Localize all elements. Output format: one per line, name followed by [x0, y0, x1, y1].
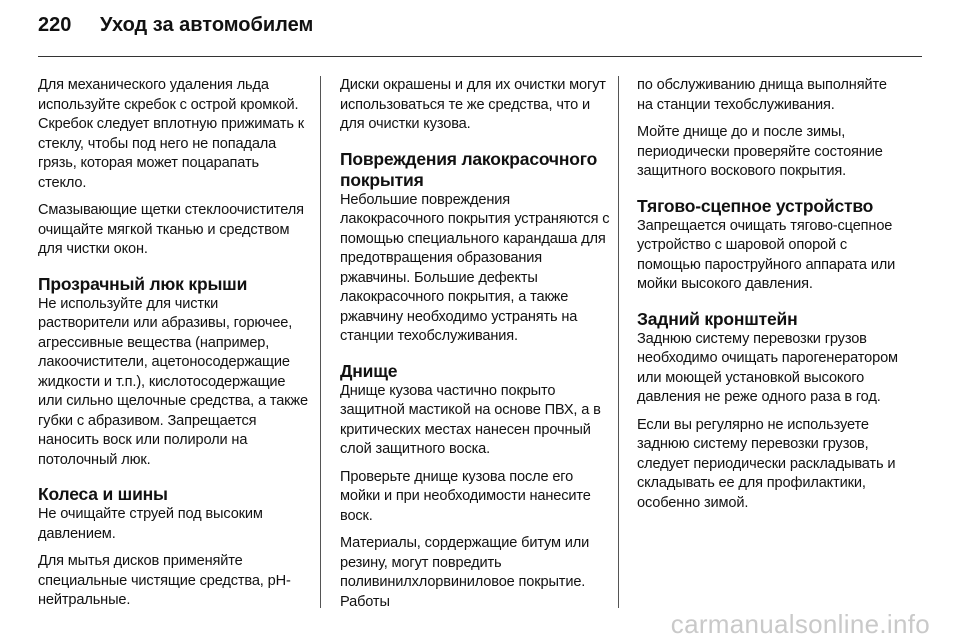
body-paragraph: Для механического удаления льда используйте скребок с острой кромкой. Скребок следует вплотную прижимать к стеклу, чтобы под него не попадала грязь, которая может поцарапать стекло.	[38, 77, 304, 191]
body-paragraph: Смазывающие щетки стеклоочистителя очищайте мягкой тканью и средством для чистки окон.	[38, 202, 304, 257]
text-column-1	[38, 76, 310, 619]
chapter-title: Уход за автомобилем	[100, 14, 314, 36]
section-heading: Тягово-сцепное устройство	[637, 195, 874, 216]
body-paragraph: Не очищайте струей под высоким давлением.	[38, 506, 263, 542]
body-paragraph: Запрещается очищать тягово-сцепное устройство с шаровой опорой с помощью пароструйного аппарата или мойки высокого давления.	[637, 217, 896, 292]
body-paragraph: Не используйте для чистки растворители или абразивы, горючее, агрессивные вещества (например, лакоочистители, ацетоносодержащие жидкости и т.п.), кислотосодержащие или сильно щелочные средства, а также губки с абразивом. Запрещается наносить воск или полироли на потолочный люк.	[38, 295, 308, 468]
body-paragraph: Днище кузова частично покрыто защитной мастикой на основе ПВХ, а в критических местах нанесен прочный слой защитного воска.	[340, 382, 601, 457]
body-paragraph: Мойте днище до и после зимы, периодически проверяйте состояние защитного воскового покрытия.	[637, 124, 883, 179]
body-paragraph: Проверьте днище кузова после его мойки и при необходимости нанесите воск.	[340, 468, 591, 524]
watermark-text: carmanualsonline.info	[670, 609, 930, 639]
body-paragraph: Если вы регулярно не используете заднюю систему перевозки грузов, следует периодически раскладывать и складывать ее для профилактики, особенно зимой.	[637, 416, 896, 511]
text-column-2	[340, 76, 612, 620]
text-column-3	[637, 76, 899, 521]
body-paragraph: по обслуживанию днища выполняйте на станции техобслуживания.	[637, 77, 887, 113]
body-paragraph: Небольшие повреждения лакокрасочного покрытия устраняются с помощью специального карандаша для предотвращения образования ржавчины. Большие дефекты лакокрасочного покрытия, а также ржавчину необходимо устранять на станции техобслуживания.	[340, 191, 610, 344]
header-rule	[38, 56, 922, 57]
section-heading: Прозрачный люк крыши	[38, 273, 248, 294]
column-divider-1	[320, 76, 321, 608]
body-paragraph: Диски окрашены и для их очистки могут использоваться те же средства, что и для очистки кузова.	[340, 77, 606, 132]
body-paragraph: Заднюю систему перевозки грузов необходимо очищать парогенератором или моющей установкой высокого давления не реже одного раза в год.	[637, 330, 898, 405]
body-paragraph: Материалы, сордержащие битум или резину, могут повредить поливинилхлорвиниловое покрытие. Работы	[340, 535, 590, 610]
section-heading: Днище	[340, 360, 398, 381]
page-header	[38, 14, 313, 50]
body-paragraph: Для мытья дисков применяйте специальные чистящие средства, pH-нейтральные.	[38, 553, 291, 608]
page-number: 220	[38, 14, 72, 36]
section-heading: Колеса и шины	[38, 484, 168, 504]
column-divider-2	[618, 76, 619, 608]
section-heading: Повреждения лакокрасочного покрытия	[340, 148, 598, 190]
section-heading: Задний кронштейн	[637, 308, 798, 329]
